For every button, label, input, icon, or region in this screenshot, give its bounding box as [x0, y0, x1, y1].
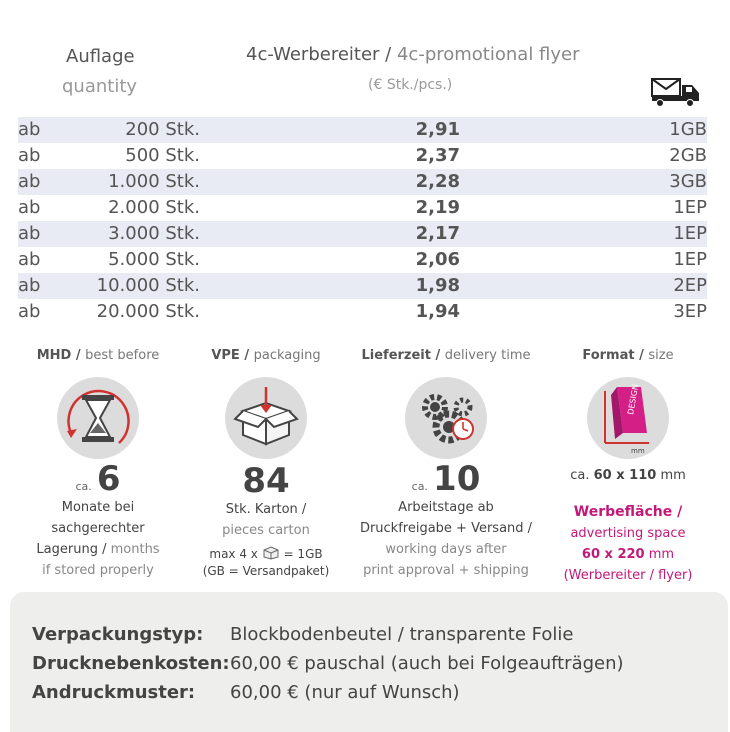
vpe-line1: Stk. Karton /	[225, 502, 307, 517]
mhd-ca: ca.	[75, 480, 92, 493]
mhd-column	[8, 348, 188, 581]
packaging-type-row: Verpackungstyp: Blockbodenbeutel / transparente Folie	[32, 624, 574, 645]
price-row-qty: 3.000 Stk.	[70, 221, 200, 247]
price-row-price: 2,37	[415, 145, 460, 166]
price-row-price: 2,19	[415, 197, 460, 218]
print-costs-row: Drucknebenkosten:60,00 € pauschal (auch bei Folgeaufträgen)	[32, 653, 624, 674]
delivery-line1: Arbeitstage ab	[398, 500, 494, 515]
delivery-title: Lieferzeit / delivery time	[361, 348, 531, 363]
price-row-ab: ab	[18, 197, 41, 218]
price-header-en: 4c-promotional flyer	[396, 44, 580, 65]
price-row	[18, 299, 707, 325]
small-box-icon	[262, 546, 280, 560]
price-row-ship: 1EP	[460, 221, 707, 247]
vpe-line4: (GB = Versandpaket)	[202, 564, 330, 578]
price-row-ship: 2EP	[460, 273, 707, 299]
ad-space-size: 60 x 220 mm	[581, 547, 675, 562]
format-title: Format / size	[582, 348, 674, 363]
gears-clock-icon	[405, 377, 487, 459]
delivery-column	[356, 348, 536, 581]
price-row-ab: ab	[18, 117, 70, 143]
format-column	[538, 348, 718, 586]
price-row-ship: 1EP	[673, 249, 707, 270]
proof-sample-row: Andruckmuster: 60,00 € (nur auf Wunsch)	[32, 682, 460, 703]
price-row-qty: 500 Stk.	[125, 145, 200, 166]
truck-envelope-icon	[650, 76, 702, 108]
price-header-de: 4c-Werbereiter	[246, 44, 380, 65]
flyer-format-icon	[587, 377, 669, 459]
quantity-header: Auflage	[66, 46, 135, 67]
price-row-qty: 2.000 Stk.	[108, 197, 200, 218]
price-row-ab: ab	[18, 249, 41, 270]
price-row-price: 2,17	[200, 221, 460, 247]
price-row-qty: 10.000 Stk.	[70, 273, 200, 299]
mhd-line2: sachgerechter	[51, 521, 145, 536]
price-row	[18, 143, 707, 169]
price-header	[246, 44, 580, 65]
price-row-ab: ab	[18, 301, 41, 322]
vpe-column	[176, 348, 356, 579]
price-row	[18, 221, 707, 247]
delivery-line2: Druckfreigabe + Versand /	[359, 521, 533, 536]
price-header-sep: /	[379, 44, 397, 65]
price-row-price: 1,98	[200, 273, 460, 299]
delivery-line4: print approval + shipping	[363, 563, 529, 578]
price-row-ship: 1EP	[673, 197, 707, 218]
mm-label: mm	[631, 447, 645, 455]
delivery-line3: working days after	[385, 542, 507, 557]
delivery-ca: ca.	[411, 480, 428, 493]
mhd-line4: if stored properly	[42, 563, 154, 578]
vpe-title: VPE / packaging	[211, 348, 321, 363]
price-row-qty: 20.000 Stk.	[96, 301, 200, 322]
design-label: DESIGN	[626, 383, 641, 416]
vpe-line2: pieces carton	[222, 523, 310, 538]
price-row-qty: 200 Stk.	[70, 117, 200, 143]
price-row-price: 2,91	[200, 117, 460, 143]
ad-space-en: advertising space	[570, 526, 686, 541]
mhd-value: 6	[96, 459, 121, 499]
vpe-line3: max 4 x = 1GB	[209, 547, 323, 561]
ad-space-note: (Werbereiter / flyer)	[563, 568, 693, 583]
price-row-price: 1,94	[415, 301, 460, 322]
hourglass-icon	[57, 377, 139, 459]
price-row-ab: ab	[18, 169, 70, 195]
price-row	[18, 169, 707, 195]
format-size: ca. 60 x 110 mm	[570, 468, 686, 483]
price-row	[18, 195, 707, 221]
price-row-ship: 1GB	[460, 117, 707, 143]
price-row-qty: 1.000 Stk.	[70, 169, 200, 195]
price-row-ab: ab	[18, 273, 70, 299]
price-row-price: 2,28	[200, 169, 460, 195]
price-row-ab: ab	[18, 145, 41, 166]
price-unit: (€ Stk./pcs.)	[368, 77, 453, 93]
mhd-line1: Monate bei	[61, 500, 135, 515]
box-icon	[225, 377, 307, 459]
price-row-price: 2,06	[415, 249, 460, 270]
price-row-ship: 3EP	[673, 301, 707, 322]
ad-space-title: Werbefläche /	[573, 504, 683, 520]
mhd-line3: Lagerung / months	[36, 542, 160, 557]
price-row	[18, 247, 707, 273]
price-row-ship: 2GB	[669, 145, 707, 166]
price-table	[18, 117, 707, 325]
price-row-ab: ab	[18, 221, 70, 247]
delivery-value: 10	[433, 459, 481, 499]
vpe-value: 84	[242, 461, 290, 501]
price-row-ship: 3GB	[460, 169, 707, 195]
price-row	[18, 273, 707, 299]
price-row-qty: 5.000 Stk.	[108, 249, 200, 270]
mhd-title: MHD / best before	[36, 348, 160, 363]
price-row	[18, 117, 707, 143]
quantity-header-en: quantity	[62, 76, 138, 97]
